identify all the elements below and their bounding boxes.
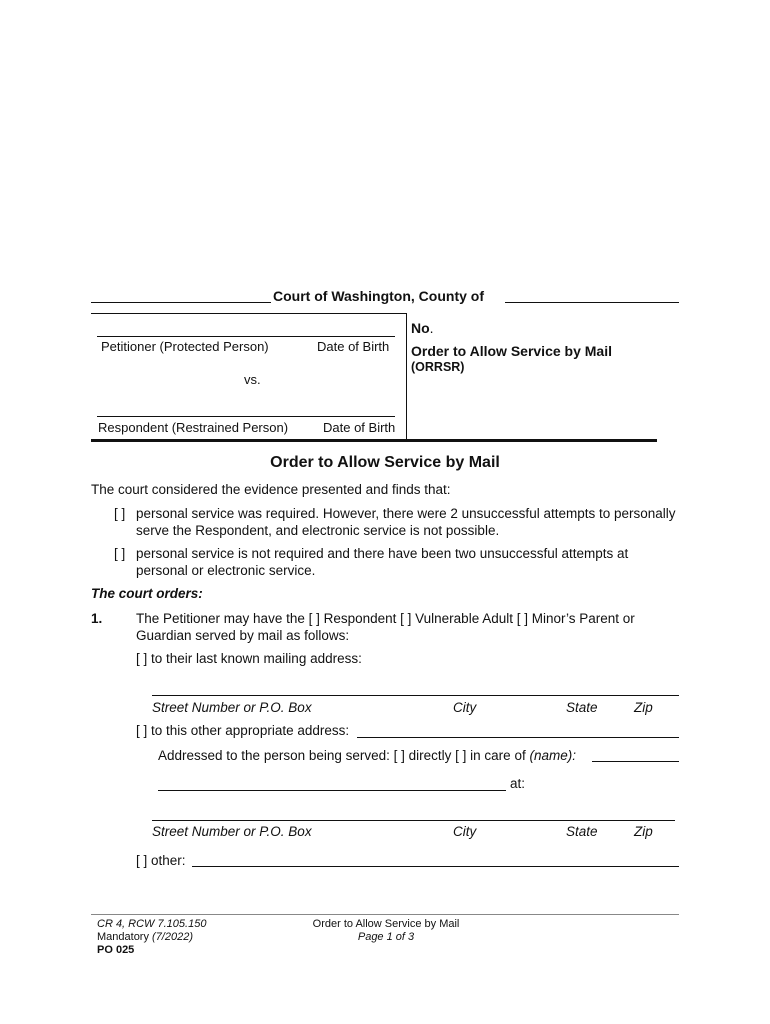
address2-city-label: City — [453, 824, 477, 839]
care-of-name-blank[interactable] — [592, 761, 679, 762]
caption-top-rule — [91, 313, 406, 314]
footer-page-number: Page 1 of 3 — [357, 931, 415, 943]
county-blank-left[interactable] — [91, 302, 271, 303]
other-blank[interactable] — [192, 866, 679, 867]
caption-vertical-rule — [406, 313, 407, 440]
address2-blank[interactable] — [152, 820, 675, 821]
address1-street-label: Street Number or P.O. Box — [152, 700, 312, 715]
addressed-to-name-label: (name): — [529, 748, 576, 763]
care-of-blank[interactable] — [158, 790, 506, 791]
other-address-blank[interactable] — [357, 737, 679, 738]
address1-city-label: City — [453, 700, 477, 715]
at-label: at: — [510, 776, 526, 791]
finding1-line2: serve the Respondent, and electronic service is not possible. — [136, 523, 500, 538]
footer-mandatory — [97, 931, 193, 944]
petitioner-dob-label: Date of Birth — [317, 339, 390, 354]
petitioner-blank[interactable] — [97, 336, 395, 337]
footer-statute: CR 4, RCW 7.105.150 — [97, 918, 207, 930]
respondent-blank[interactable] — [97, 416, 395, 417]
finding2-checkbox[interactable]: [ ] — [114, 546, 126, 561]
addressed-to-line — [158, 748, 576, 763]
county-blank-right[interactable] — [505, 302, 679, 303]
item1-number: 1. — [91, 611, 103, 626]
option-other[interactable]: [ ] other: — [136, 853, 186, 868]
footer-rule — [91, 914, 679, 915]
court-line: Court of Washington, County of — [273, 288, 484, 304]
finding1-line1: personal service was required. However, there were 2 unsuccessful attempts to personally — [136, 506, 676, 521]
respondent-dob-label: Date of Birth — [323, 420, 396, 435]
addressed-to-prefix: Addressed to the person being served: [ ] directly [ ] in care of — [158, 748, 530, 763]
case-number[interactable] — [411, 320, 434, 336]
item1-line2: Guardian served by mail as follows: — [136, 628, 350, 643]
caption-doc-code: (ORRSR) — [411, 360, 465, 374]
address1-state-label: State — [566, 700, 598, 715]
finding2-line1: personal service is not required and there have been two unsuccessful attempts at — [136, 546, 629, 561]
petitioner-label: Petitioner (Protected Person) — [101, 339, 269, 354]
caption-bottom-rule — [91, 439, 657, 442]
versus-label: vs. — [244, 372, 261, 387]
address2-state-label: State — [566, 824, 598, 839]
finding2-line2: personal or electronic service. — [136, 563, 316, 578]
option-last-known-address[interactable]: [ ] to their last known mailing address: — [136, 651, 362, 666]
page-title: Order to Allow Service by Mail — [270, 454, 500, 471]
case-number-period: . — [429, 320, 434, 336]
address1-blank[interactable] — [152, 695, 679, 696]
address2-street-label: Street Number or P.O. Box — [152, 824, 312, 839]
footer-mandatory-prefix: Mandatory — [97, 931, 153, 943]
address2-zip-label: Zip — [634, 824, 653, 839]
case-number-label: No — [411, 320, 430, 336]
option-other-address[interactable]: [ ] to this other appropriate address: — [136, 723, 350, 738]
item1-line1: The Petitioner may have the [ ] Respondent [ ] Vulnerable Adult [ ] Minor’s Parent or — [136, 611, 635, 626]
caption-doc-title: Order to Allow Service by Mail — [411, 343, 612, 359]
respondent-label: Respondent (Restrained Person) — [98, 420, 289, 435]
intro-text: The court considered the evidence presented and finds that: — [91, 482, 451, 497]
finding1-checkbox[interactable]: [ ] — [114, 506, 126, 521]
footer-center-title: Order to Allow Service by Mail — [312, 918, 460, 930]
footer-form-code: PO 025 — [97, 944, 135, 956]
address1-zip-label: Zip — [634, 700, 653, 715]
footer-mandatory-date: (7/2022) — [152, 931, 194, 943]
orders-heading: The court orders: — [91, 586, 203, 601]
